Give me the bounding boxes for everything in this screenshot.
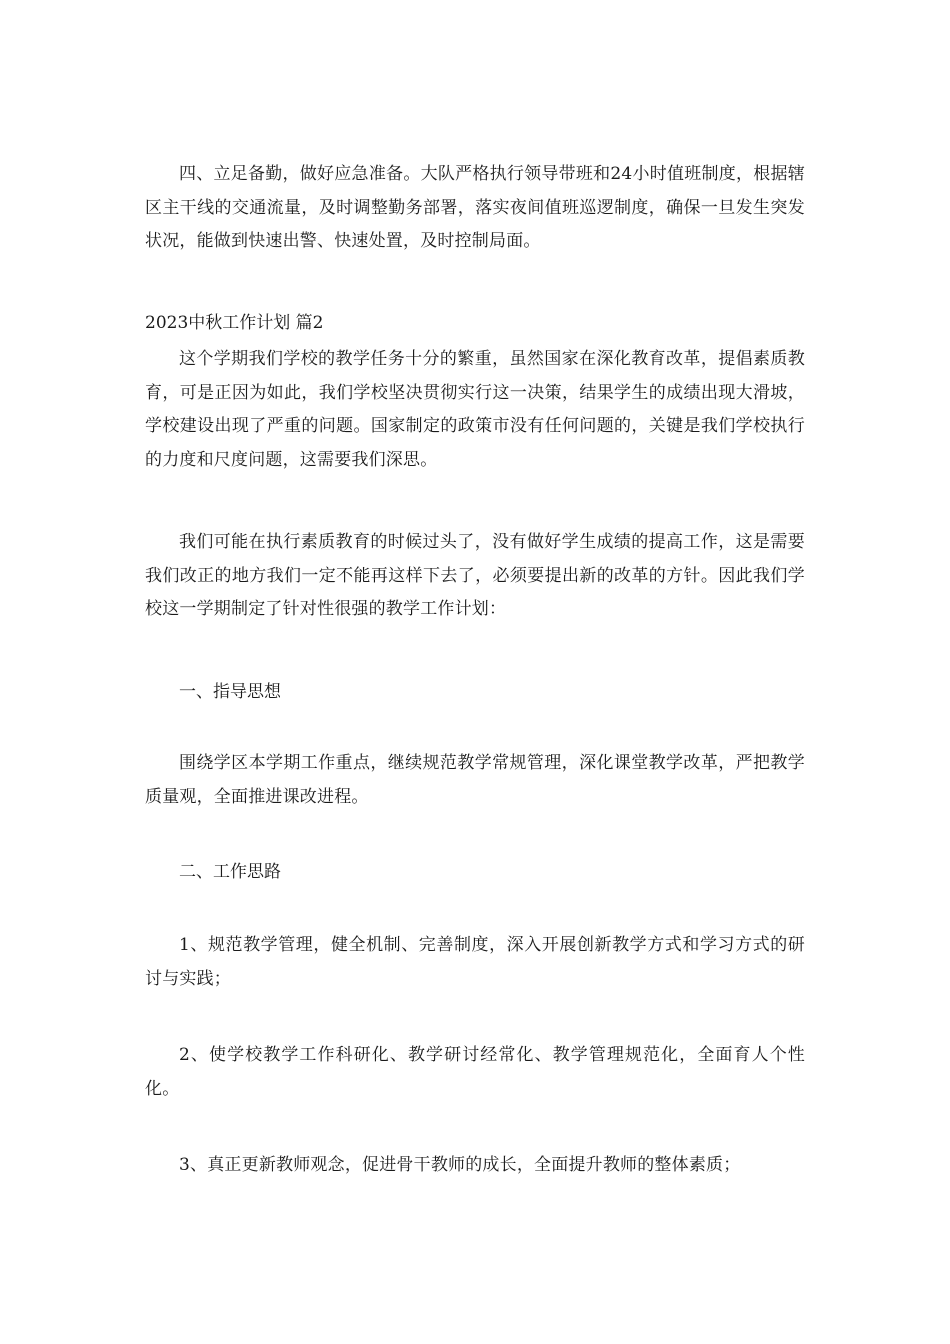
paragraph-guiding-thought: 围绕学区本学期工作重点，继续规范教学常规管理，深化课堂教学改革，严把教学质量观，全面推进课改进程。 [145, 753, 805, 807]
paragraph-quality-education: 我们可能在执行素质教育的时候过头了，没有做好学生成绩的提高工作，这是需要我们改正的地方我们一定不能再这样下去了，必须要提出新的改革的方针。因此我们学校这一学期制定了针对性很强的教学工作计划： [145, 532, 805, 619]
list-item-1: 1、规范教学管理，健全机制、完善制度，深入开展创新教学方式和学习方式的研讨与实践； [145, 935, 805, 989]
document-heading: 2023中秋工作计划 篇2 [145, 313, 324, 333]
paragraph-standby-duty: 四、立足备勤，做好应急准备。大队严格执行领导带班和24小时值班制度，根据辖区主干线的交通流量，及时调整勤务部署，落实夜间值班巡逻制度，确保一旦发生突发状况，能做到快速出警、快速处置，及时控制局面。 [145, 164, 805, 251]
section-title-guiding-thought: 一、指导思想 [179, 682, 281, 702]
paragraph-semester-tasks: 这个学期我们学校的教学任务十分的繁重，虽然国家在深化教育改革，提倡素质教育，可是正因为如此，我们学校坚决贯彻实行这一决策，结果学生的成绩出现大滑坡，学校建设出现了严重的问题。国家制定的政策市没有任何问题的，关键是我们学校执行的力度和尺度问题，这需要我们深思。 [145, 349, 805, 470]
section-title-work-approach: 二、工作思路 [179, 862, 281, 882]
list-item-3: 3、真正更新教师观念，促进骨干教师的成长，全面提升教师的整体素质； [179, 1155, 741, 1175]
list-item-2: 2、使学校教学工作科研化、教学研讨经常化、教学管理规范化，全面育人个性化。 [145, 1045, 805, 1099]
